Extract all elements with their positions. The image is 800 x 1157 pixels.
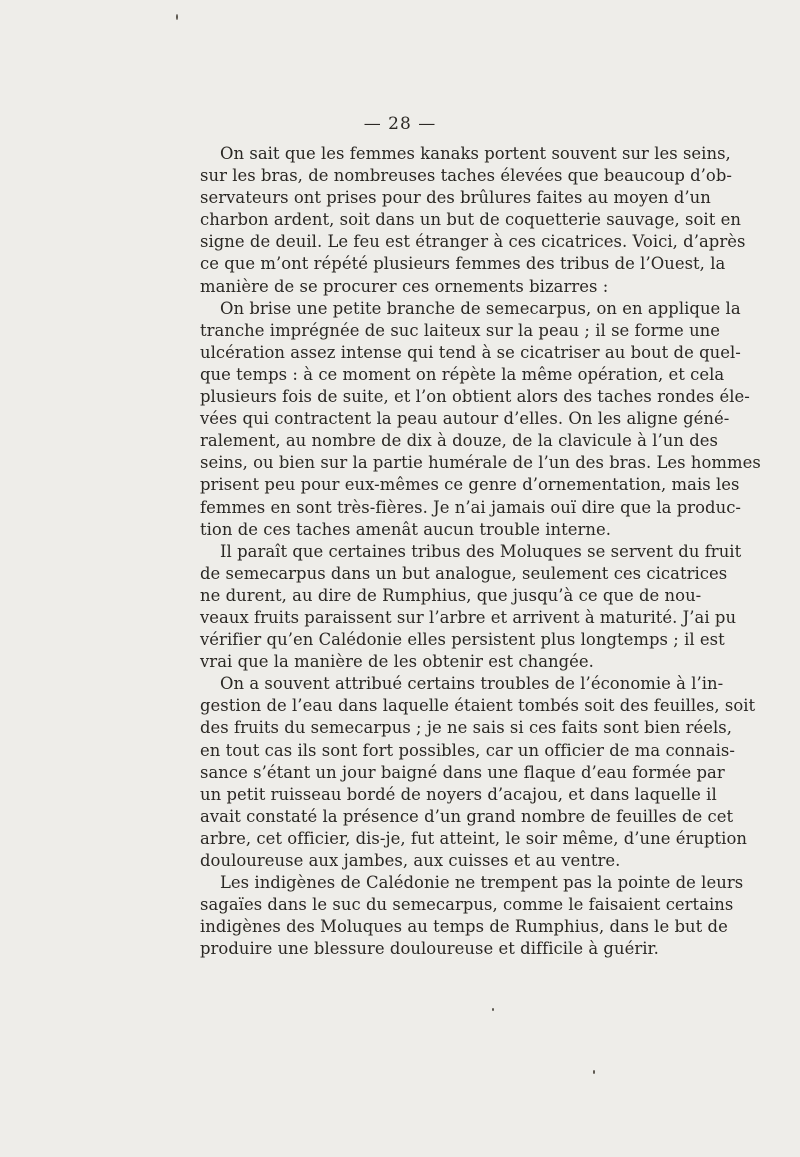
text-line: On brise une petite branche de semecarpus, on en applique la (220, 298, 741, 318)
text-line: On sait que les femmes kanaks portent souvent sur les seins, (220, 144, 731, 163)
text-line: Il paraît que certaines tribus des Moluques se servent du fruit (220, 541, 742, 561)
text-line: On a souvent attribué certains troubles de l’économie à l’in- (220, 674, 724, 694)
text-line: en tout cas ils sont fort possibles, car un officier de ma connais- (200, 740, 735, 760)
text-line: ulcération assez intense qui tend à se cicatriser au bout de quel- (200, 342, 741, 362)
text-line: charbon ardent, soit dans un but de coquetterie sauvage, soit en (200, 210, 741, 230)
text-line: avait constaté la présence d’un grand nombre de feuilles de cet (200, 806, 734, 826)
body-text (180, 143, 761, 960)
page-number: — 28 — (363, 114, 437, 134)
text-line: arbre, cet officier, dis-je, fut atteint, le soir même, d’une éruption (200, 828, 747, 848)
text-line: seins, ou bien sur la partie humérale de l’un des bras. Les hommes (200, 453, 761, 473)
text-line: prisent peu pour eux-mêmes ce genre d’ornementation, mais les (200, 475, 740, 495)
text-line: sur les bras, de nombreuses taches élevées que beaucoup d’ob- (200, 166, 732, 186)
paper-speck (492, 1008, 494, 1011)
text-line: que temps : à ce moment on répète la même opération, et cela (200, 364, 725, 384)
text-line: ne durent, au dire de Rumphius, que jusqu’à ce que de nou- (200, 585, 702, 605)
text-line: sance s’étant un jour baigné dans une flaque d’eau formée par (200, 762, 725, 782)
text-line: des fruits du semecarpus ; je ne sais si ces faits sont bien réels, (200, 718, 732, 738)
paragraph (180, 143, 746, 298)
text-line: indigènes des Moluques au temps de Rumphius, dans le but de (200, 917, 728, 937)
paragraph (180, 872, 744, 960)
text-line: ce que m’ont répété plusieurs femmes des tribus de l’Ouest, la (200, 254, 726, 274)
text-line: douloureuse aux jambes, aux cuisses et au ventre. (200, 851, 621, 870)
paper-speck (176, 14, 178, 20)
text-line: vrai que la manière de les obtenir est changée. (200, 652, 594, 672)
paragraph (180, 298, 761, 541)
text-line: tion de ces taches amenât aucun trouble interne. (200, 519, 612, 539)
text-line: signe de deuil. Le feu est étranger à ces cicatrices. Voici, d’après (200, 232, 746, 252)
text-line: veaux fruits paraissent sur l’arbre et arrivent à maturité. J’ai pu (200, 607, 737, 627)
text-line: vérifier qu’en Calédonie elles persistent plus longtemps ; il est (200, 630, 725, 650)
text-line: de semecarpus dans un but analogue, seulement ces cicatrices (200, 563, 728, 583)
text-line: plusieurs fois de suite, et l’on obtient alors des taches rondes éle- (200, 387, 750, 407)
text-line: manière de se procurer ces ornements bizarres : (200, 276, 609, 296)
text-line: gestion de l’eau dans laquelle étaient tombés soit des feuilles, soit (200, 696, 756, 716)
paragraph (180, 541, 742, 674)
text-line: servateurs ont prises pour des brûlures faites au moyen d’un (200, 188, 711, 208)
paper-speck (593, 1070, 595, 1074)
text-line: produire une blessure douloureuse et difficile à guérir. (200, 939, 659, 959)
paragraph (180, 673, 756, 872)
text-line: ralement, au nombre de dix à douze, de la clavicule à l’un des (200, 431, 719, 451)
text-line: sagaïes dans le suc du semecarpus, comme le faisaient certains (200, 895, 734, 915)
text-line: Les indigènes de Calédonie ne trempent pas la pointe de leurs (220, 873, 744, 893)
text-line: un petit ruisseau bordé de noyers d’acajou, et dans laquelle il (200, 784, 717, 804)
text-line: vées qui contractent la peau autour d’elles. On les aligne géné- (200, 409, 730, 429)
text-line: femmes en sont très-fières. Je n’ai jamais ouï dire que la produc- (200, 497, 742, 517)
text-line: tranche imprégnée de suc laiteux sur la peau ; il se forme une (200, 320, 721, 340)
